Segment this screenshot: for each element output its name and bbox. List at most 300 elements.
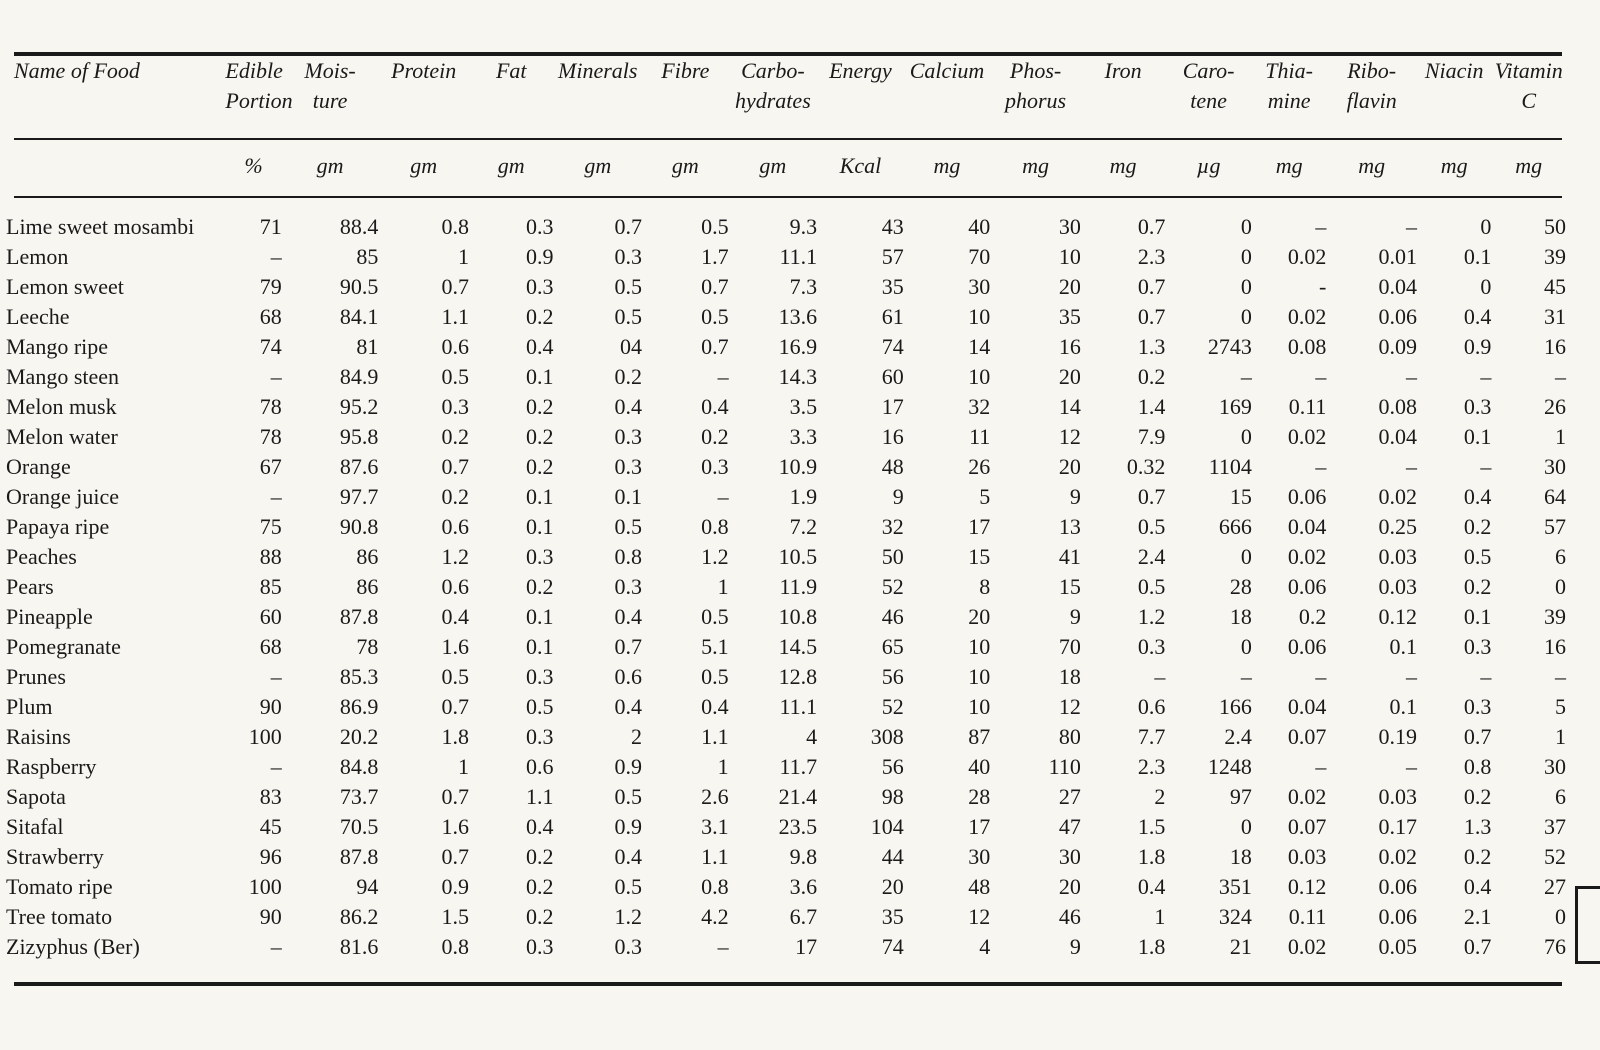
column-header xyxy=(990,56,1081,138)
column-header-text: Vitamin xyxy=(1494,58,1563,83)
column-header-text: C xyxy=(1521,88,1537,113)
value-cell: 5 xyxy=(1555,694,1566,719)
column-header xyxy=(1081,56,1166,138)
value-cell: 0.8 xyxy=(441,214,469,239)
value-cell: 50 xyxy=(881,544,904,569)
value-cell: 0.09 xyxy=(1378,334,1417,359)
column-header-text: Thia- xyxy=(1265,58,1313,83)
unit-label: mg xyxy=(1275,153,1303,178)
value-cell: 1.8 xyxy=(1137,934,1166,959)
value-cell: 14.5 xyxy=(778,634,818,659)
value-cell: 0.6 xyxy=(614,664,643,689)
table-row xyxy=(6,422,1566,452)
value-cell: 2.4 xyxy=(1224,724,1252,749)
food-name-cell: Leeche xyxy=(6,304,70,329)
value-cell: 26 xyxy=(1544,394,1566,419)
value-cell: 95.2 xyxy=(339,394,379,419)
value-cell: 04 xyxy=(620,334,643,359)
value-cell: 0.6 xyxy=(441,514,469,539)
unit-label: mg xyxy=(1022,153,1049,178)
table-row xyxy=(6,452,1566,482)
value-cell: 0.7 xyxy=(1137,484,1166,509)
value-cell: 17 xyxy=(795,934,818,959)
value-cell: 50 xyxy=(1544,214,1566,239)
value-cell: 74 xyxy=(259,334,282,359)
value-cell: 0.3 xyxy=(1463,694,1492,719)
column-header xyxy=(1417,56,1491,138)
value-cell: 0.06 xyxy=(1378,304,1417,329)
column-header xyxy=(1491,56,1566,138)
value-cell: 2 xyxy=(631,724,643,749)
value-cell: 85.3 xyxy=(339,664,379,689)
value-cell: 60 xyxy=(881,364,904,389)
value-cell: 30 xyxy=(968,844,991,869)
unit-label: mg xyxy=(1109,153,1137,178)
table-row xyxy=(6,902,1566,932)
value-cell: 78 xyxy=(259,424,282,449)
value-cell: 1 xyxy=(717,574,729,599)
value-cell: 100 xyxy=(248,724,282,749)
value-cell: 57 xyxy=(1544,514,1566,539)
value-cell: 5.1 xyxy=(701,634,729,659)
value-cell: – xyxy=(1405,664,1417,689)
food-name-cell: Sitafal xyxy=(6,814,64,839)
value-cell: 0.5 xyxy=(1137,574,1166,599)
table-row xyxy=(6,812,1566,842)
value-cell: 30 xyxy=(1058,214,1081,239)
value-cell: 0.2 xyxy=(525,394,554,419)
value-cell: 68 xyxy=(259,634,282,659)
column-header xyxy=(282,56,379,138)
value-cell: – xyxy=(1405,454,1417,479)
value-cell: 0.2 xyxy=(525,574,554,599)
value-cell: – xyxy=(1405,754,1417,779)
value-cell: 98 xyxy=(881,784,904,809)
value-cell: 1.2 xyxy=(441,544,469,569)
value-cell: 0.5 xyxy=(614,784,643,809)
column-header-text: Name of Food xyxy=(14,58,140,83)
value-cell: 0.01 xyxy=(1378,244,1417,269)
value-cell: 56 xyxy=(881,664,904,689)
value-cell: 0.7 xyxy=(1137,304,1166,329)
column-header-text: Minerals xyxy=(558,58,638,83)
unit-label: mg xyxy=(1515,153,1543,178)
table-row xyxy=(6,722,1566,752)
value-cell: – xyxy=(717,364,729,389)
value-cell: 7.2 xyxy=(789,514,818,539)
value-cell: 0.3 xyxy=(614,424,643,449)
value-cell: 1 xyxy=(1555,724,1566,749)
value-cell: 0.2 xyxy=(525,904,554,929)
value-cell: 0.1 xyxy=(1463,424,1492,449)
value-cell: – xyxy=(1240,664,1252,689)
value-cell: 2 xyxy=(1154,784,1166,809)
value-cell: 0.4 xyxy=(525,814,554,839)
column-header xyxy=(642,56,729,138)
column-header xyxy=(1326,56,1417,138)
value-cell: 0.4 xyxy=(1463,304,1492,329)
value-cell: 37 xyxy=(1544,814,1566,839)
value-cell: 32 xyxy=(881,514,904,539)
value-cell: 0.3 xyxy=(1463,394,1492,419)
value-cell: 0.8 xyxy=(441,934,469,959)
value-cell: 0.5 xyxy=(701,664,729,689)
value-cell: 0.5 xyxy=(441,664,469,689)
column-header-text: Calcium xyxy=(909,58,985,83)
value-cell: 3.1 xyxy=(701,814,729,839)
value-cell: 68 xyxy=(259,304,282,329)
value-cell: 20 xyxy=(1058,874,1081,899)
value-cell: 97.7 xyxy=(339,484,379,509)
value-cell: 0.02 xyxy=(1287,934,1327,959)
value-cell: 8 xyxy=(979,574,991,599)
table-row xyxy=(6,572,1566,602)
value-cell: – xyxy=(1154,664,1166,689)
value-cell: 0.25 xyxy=(1378,514,1417,539)
table-row xyxy=(6,362,1566,392)
value-cell: 0.5 xyxy=(701,304,729,329)
food-name-cell: Melon musk xyxy=(6,394,117,419)
unit-label: % xyxy=(244,153,263,178)
value-cell: 0.2 xyxy=(1463,514,1492,539)
value-cell: 0.5 xyxy=(441,364,469,389)
value-cell: 0.2 xyxy=(525,304,554,329)
value-cell: 20 xyxy=(1058,274,1081,299)
value-cell: 0.5 xyxy=(525,694,554,719)
value-cell: 52 xyxy=(881,694,904,719)
value-cell: – xyxy=(270,934,282,959)
value-cell: 14 xyxy=(1058,394,1081,419)
value-cell: 11.7 xyxy=(779,754,818,779)
value-cell: 0.4 xyxy=(1137,874,1166,899)
column-header-text: Portion xyxy=(225,88,293,113)
value-cell: 97 xyxy=(1229,784,1252,809)
value-cell: 0.32 xyxy=(1126,454,1166,479)
value-cell: 0.7 xyxy=(441,784,469,809)
value-cell: 9 xyxy=(1069,484,1081,509)
value-cell: 6 xyxy=(1555,784,1566,809)
value-cell: 0.4 xyxy=(441,604,469,629)
value-cell: 47 xyxy=(1058,814,1081,839)
food-name-cell: Orange xyxy=(6,454,71,479)
value-cell: 30 xyxy=(968,274,991,299)
value-cell: 0.02 xyxy=(1287,784,1327,809)
value-cell: 666 xyxy=(1218,514,1252,539)
value-cell: 1 xyxy=(457,754,469,779)
value-cell: 166 xyxy=(1218,694,1252,719)
value-cell: 0.2 xyxy=(1463,844,1492,869)
value-cell: 0.5 xyxy=(1463,544,1492,569)
value-cell: 16 xyxy=(1058,334,1081,359)
value-cell: 0.7 xyxy=(614,214,643,239)
value-cell: – xyxy=(270,754,282,779)
value-cell: 6 xyxy=(1555,544,1566,569)
value-cell: 6.7 xyxy=(789,904,818,929)
value-cell: 73.7 xyxy=(339,784,379,809)
value-cell: 1.3 xyxy=(1463,814,1492,839)
value-cell: 0.4 xyxy=(614,604,643,629)
value-cell: 7.7 xyxy=(1137,724,1166,749)
units-row xyxy=(6,138,1566,194)
value-cell: 0.5 xyxy=(701,214,729,239)
value-cell: 0.1 xyxy=(1389,634,1417,659)
page-margin-mark xyxy=(1575,886,1600,964)
value-cell: 0.4 xyxy=(1463,484,1492,509)
value-cell: 70.5 xyxy=(339,814,379,839)
value-cell: 35 xyxy=(1058,304,1081,329)
column-header xyxy=(817,56,904,138)
value-cell: 0.1 xyxy=(1389,694,1417,719)
value-cell: 110 xyxy=(1048,754,1081,779)
value-cell: 45 xyxy=(259,814,282,839)
value-cell: 12.8 xyxy=(778,664,818,689)
value-cell: 70 xyxy=(968,244,991,269)
value-cell: 0.07 xyxy=(1287,814,1327,839)
value-cell: 104 xyxy=(870,814,904,839)
value-cell: 39 xyxy=(1544,604,1566,629)
value-cell: 0.12 xyxy=(1287,874,1327,899)
value-cell: 0.04 xyxy=(1378,274,1417,299)
value-cell: 94 xyxy=(356,874,379,899)
value-cell: 2.6 xyxy=(701,784,729,809)
value-cell: 0.3 xyxy=(525,934,554,959)
value-cell: – xyxy=(270,364,282,389)
column-header-text: tene xyxy=(1190,88,1227,113)
value-cell: – xyxy=(1480,364,1492,389)
table-row xyxy=(6,782,1566,812)
value-cell: 0.3 xyxy=(701,454,729,479)
value-cell: 1 xyxy=(1555,424,1566,449)
value-cell: 0.3 xyxy=(1463,634,1492,659)
value-cell: 16 xyxy=(1544,634,1566,659)
value-cell: 0.9 xyxy=(1463,334,1492,359)
value-cell: 10 xyxy=(968,364,991,389)
value-cell: 0.7 xyxy=(441,844,469,869)
value-cell: 0.3 xyxy=(614,454,643,479)
value-cell: 1.2 xyxy=(701,544,729,569)
value-cell: 26 xyxy=(968,454,991,479)
value-cell: 0.3 xyxy=(525,724,554,749)
column-header-text: Energy xyxy=(829,58,892,83)
value-cell: 14.3 xyxy=(778,364,818,389)
value-cell: 28 xyxy=(1229,574,1252,599)
value-cell: 20 xyxy=(1058,364,1081,389)
value-cell: 74 xyxy=(881,934,904,959)
food-name-cell: Prunes xyxy=(6,664,66,689)
value-cell: 1 xyxy=(717,754,729,779)
value-cell: 0.19 xyxy=(1378,724,1417,749)
value-cell: 0.02 xyxy=(1378,484,1417,509)
value-cell: - xyxy=(1319,274,1327,299)
value-cell: 1 xyxy=(457,244,469,269)
value-cell: 0.07 xyxy=(1287,724,1327,749)
value-cell: 0.5 xyxy=(614,304,643,329)
value-cell: 14 xyxy=(968,334,991,359)
value-cell: 0.08 xyxy=(1378,394,1417,419)
value-cell: 87.6 xyxy=(339,454,379,479)
unit-label: gm xyxy=(759,153,787,178)
value-cell: 45 xyxy=(1544,274,1566,299)
value-cell: 9 xyxy=(1069,934,1081,959)
food-name-cell: Orange juice xyxy=(6,484,119,509)
value-cell: 40 xyxy=(968,214,991,239)
value-cell: – xyxy=(1315,454,1327,479)
value-cell: 0.7 xyxy=(1463,934,1492,959)
value-cell: 17 xyxy=(881,394,904,419)
value-cell: 15 xyxy=(1058,574,1081,599)
value-cell: 20 xyxy=(968,604,991,629)
value-cell: 0.2 xyxy=(1137,364,1166,389)
food-name-cell: Melon water xyxy=(6,424,118,449)
value-cell: 1.8 xyxy=(1137,844,1166,869)
value-cell: 0.08 xyxy=(1287,334,1327,359)
value-cell: 16 xyxy=(881,424,904,449)
value-cell: 0.2 xyxy=(1298,604,1327,629)
value-cell: 0.6 xyxy=(441,574,469,599)
value-cell: 12 xyxy=(1058,694,1081,719)
value-cell: 0.4 xyxy=(614,394,643,419)
table-row xyxy=(6,302,1566,332)
value-cell: 0.3 xyxy=(614,574,643,599)
value-cell: 0.3 xyxy=(525,544,554,569)
value-cell: 0.2 xyxy=(441,424,469,449)
value-cell: 0.9 xyxy=(441,874,469,899)
unit-label: gm xyxy=(584,153,612,178)
value-cell: 7.9 xyxy=(1137,424,1166,449)
food-name-cell: Lime sweet mosambi xyxy=(6,214,195,239)
value-cell: 0.3 xyxy=(525,214,554,239)
value-cell: 13 xyxy=(1058,514,1081,539)
value-cell: 1248 xyxy=(1207,754,1252,779)
column-header-text: Caro- xyxy=(1182,58,1235,83)
unit-label: gm xyxy=(671,153,699,178)
value-cell: 4 xyxy=(806,724,818,749)
value-cell: 0.06 xyxy=(1287,484,1327,509)
value-cell: 1.1 xyxy=(701,844,729,869)
value-cell: 52 xyxy=(881,574,904,599)
value-cell: 0.4 xyxy=(525,334,554,359)
value-cell: – xyxy=(1240,364,1252,389)
table-row xyxy=(6,512,1566,542)
value-cell: 4 xyxy=(979,934,991,959)
value-cell: 15 xyxy=(1229,484,1252,509)
value-cell: 88.4 xyxy=(339,214,379,239)
value-cell: 1.5 xyxy=(1137,814,1166,839)
value-cell: 17 xyxy=(968,514,991,539)
table-row xyxy=(6,932,1566,962)
value-cell: 78 xyxy=(356,634,379,659)
value-cell: 1104 xyxy=(1208,454,1252,479)
table-row xyxy=(6,392,1566,422)
value-cell: 64 xyxy=(1544,484,1566,509)
header-row xyxy=(6,56,1566,138)
value-cell: 16 xyxy=(1544,334,1566,359)
value-cell: 0.03 xyxy=(1287,844,1327,869)
value-cell: 0.4 xyxy=(1463,874,1492,899)
value-cell: 96 xyxy=(259,844,282,869)
value-cell: 0 xyxy=(1555,574,1566,599)
value-cell: 0.04 xyxy=(1287,514,1327,539)
value-cell: 1.9 xyxy=(789,484,818,509)
value-cell: 80 xyxy=(1058,724,1081,749)
value-cell: 18 xyxy=(1058,664,1081,689)
value-cell: 308 xyxy=(870,724,904,749)
value-cell: 0.2 xyxy=(701,424,729,449)
food-name-cell: Raspberry xyxy=(6,754,97,779)
value-cell: 4.2 xyxy=(701,904,729,929)
value-cell: 0.2 xyxy=(525,874,554,899)
column-header xyxy=(469,56,554,138)
value-cell: 0.4 xyxy=(701,694,729,719)
column-header xyxy=(904,56,991,138)
table-row xyxy=(6,332,1566,362)
value-cell: 0.11 xyxy=(1288,904,1327,929)
value-cell: 7.3 xyxy=(789,274,818,299)
value-cell: 23.5 xyxy=(778,814,818,839)
value-cell: 0.3 xyxy=(525,664,554,689)
value-cell: – xyxy=(1315,664,1327,689)
value-cell: 71 xyxy=(259,214,282,239)
value-cell: 1.7 xyxy=(701,244,729,269)
value-cell: 1.2 xyxy=(1137,604,1166,629)
value-cell: 0.1 xyxy=(1463,604,1492,629)
value-cell: 1.3 xyxy=(1137,334,1166,359)
value-cell: 1.2 xyxy=(614,904,643,929)
value-cell: 0.8 xyxy=(701,874,729,899)
value-cell: 90 xyxy=(259,694,282,719)
value-cell: 0 xyxy=(1480,274,1492,299)
value-cell: 0.06 xyxy=(1378,874,1417,899)
table-row xyxy=(6,842,1566,872)
value-cell: 0.02 xyxy=(1287,544,1327,569)
value-cell: 0.02 xyxy=(1287,244,1327,269)
value-cell: 2743 xyxy=(1207,334,1252,359)
value-cell: 78 xyxy=(259,394,282,419)
value-cell: 1.6 xyxy=(441,814,469,839)
column-header-text: Carbo- xyxy=(741,58,805,83)
value-cell: 2.4 xyxy=(1137,544,1166,569)
column-header xyxy=(553,56,642,138)
value-cell: 0.2 xyxy=(1463,574,1492,599)
column-header xyxy=(1165,56,1252,138)
value-cell: 86.2 xyxy=(339,904,379,929)
value-cell: 61 xyxy=(881,304,904,329)
table-row xyxy=(6,482,1566,512)
value-cell: 57 xyxy=(881,244,904,269)
value-cell: 30 xyxy=(1058,844,1081,869)
value-cell: 87.8 xyxy=(339,604,379,629)
value-cell: 44 xyxy=(881,844,904,869)
column-header xyxy=(378,56,469,138)
bottom-rule xyxy=(14,982,1562,986)
column-header xyxy=(729,56,818,138)
value-cell: 46 xyxy=(1058,904,1081,929)
nutrition-table xyxy=(6,56,1566,962)
value-cell: – xyxy=(1555,664,1566,689)
value-cell: 0.17 xyxy=(1378,814,1417,839)
value-cell: 1.8 xyxy=(441,724,469,749)
value-cell: 76 xyxy=(1544,934,1566,959)
food-name-cell: Lemon xyxy=(6,244,69,269)
value-cell: 3.5 xyxy=(789,394,818,419)
value-cell: 0.7 xyxy=(1137,214,1166,239)
value-cell: 86 xyxy=(356,544,379,569)
value-cell: 0.6 xyxy=(525,754,554,779)
value-cell: 0.7 xyxy=(441,694,469,719)
food-name-cell: Mango ripe xyxy=(6,334,109,359)
value-cell: 0.1 xyxy=(1463,244,1492,269)
column-header xyxy=(225,56,293,138)
